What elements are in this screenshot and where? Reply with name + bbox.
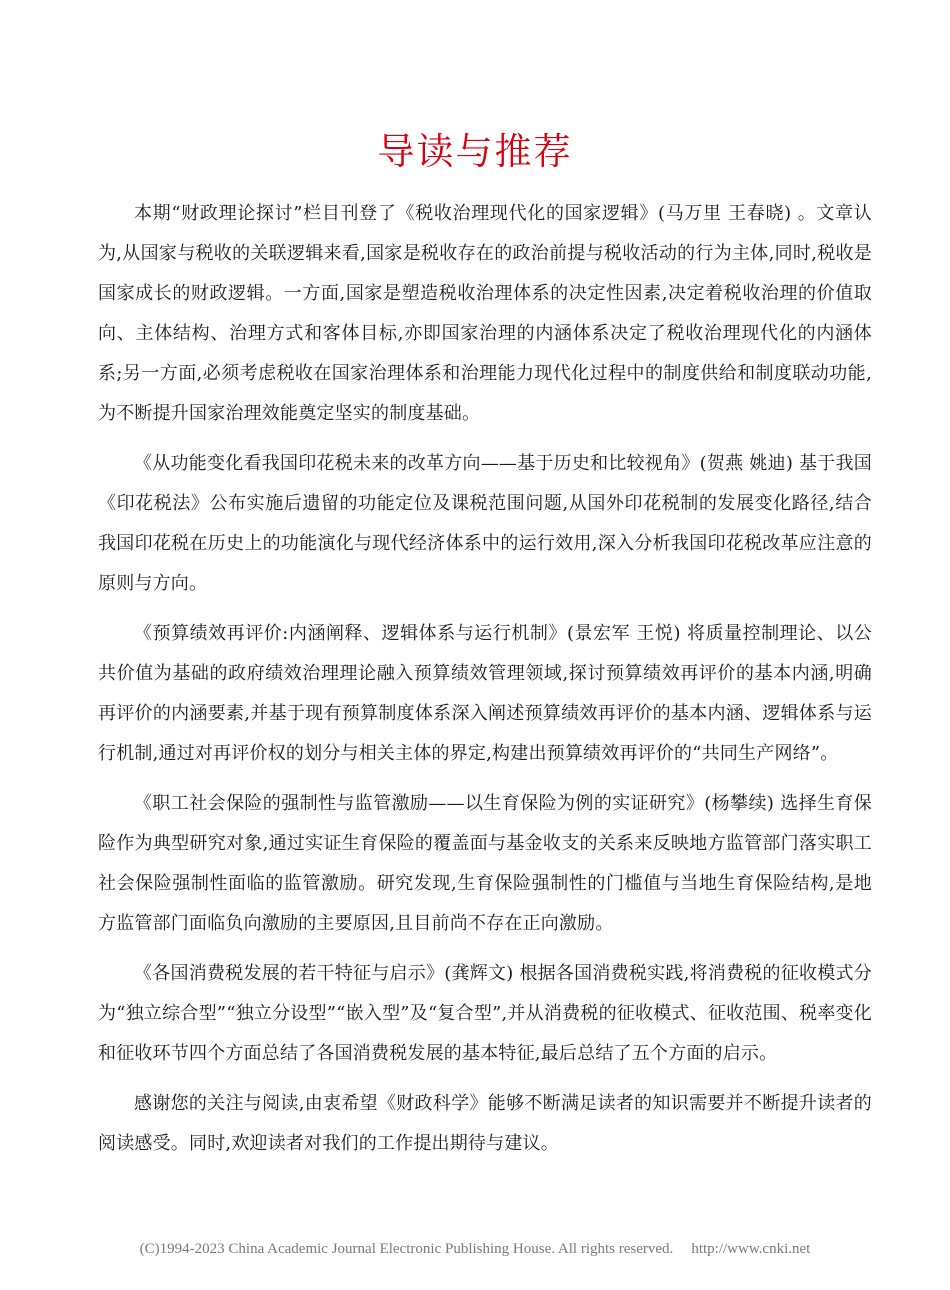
- paragraph-4: 《职工社会保险的强制性与监管激励——以生育保险为例的实证研究》(杨攀续) 选择生育保险作为典型研究对象,通过实证生育保险的覆盖面与基金收支的关系来反映地方监管部门落实职工社会保险强制性面临的监管激励。研究发现,生育保险强制性的门槛值与当地生育保险结构,是地方监管部门面临负向激励的主要原因,且目前尚不存在正向激励。: [98, 793, 872, 934]
- cnki-link[interactable]: http://www.cnki.net: [691, 1241, 811, 1257]
- paragraph-3: 《预算绩效再评价:内涵阐释、逻辑体系与运行机制》(景宏军 王悦) 将质量控制理论、以公共价值为基础的政府绩效治理理论融入预算绩效管理领域,探讨预算绩效再评价的基本内涵,明确再评价的内涵要素,并基于现有预算制度体系深入阐述预算绩效再评价的基本内涵、逻辑体系与运行机制,通过对再评价权的划分与相关主体的界定,构建出预算绩效再评价的“共同生产网络”。: [98, 623, 872, 764]
- paragraph-1: 本期“财政理论探讨”栏目刊登了《税收治理现代化的国家逻辑》(马万里 王春晓) 。文章认为,从国家与税收的关联逻辑来看,国家是税收存在的政治前提与税收活动的行为主体,同时,税收是国家成长的财政逻辑。一方面,国家是塑造税收治理体系的决定性因素,决定着税收治理的价值取向、主体结构、治理方式和客体目标,亦即国家治理的内涵体系决定了税收治理现代化的内涵体系;另一方面,必须考虑税收在国家治理体系和治理能力现代化过程中的制度供给和制度联动功能,为不断提升国家治理效能奠定坚实的制度基础。: [98, 203, 872, 424]
- article-body: [98, 194, 872, 1174]
- page-title: 导读与推荐: [377, 129, 573, 173]
- paragraph-5: 《各国消费税发展的若干特征与启示》(龚辉文) 根据各国消费税实践,将消费税的征收模式分为“独立综合型”“独立分设型”“嵌入型”及“复合型”,并从消费税的征收模式、征收范围、税率变化和征收环节四个方面总结了各国消费税发展的基本特征,最后总结了五个方面的启示。: [98, 963, 872, 1064]
- paragraph-6: 感谢您的关注与阅读,由衷希望《财政科学》能够不断满足读者的知识需要并不断提升读者的阅读感受。同时,欢迎读者对我们的工作提出期待与建议。: [98, 1093, 872, 1154]
- paragraph-2: 《从功能变化看我国印花税未来的改革方向——基于历史和比较视角》(贺燕 姚迪) 基于我国《印花税法》公布实施后遗留的功能定位及课税范围问题,从国外印花税制的发展变化路径,结合我国印花税在历史上的功能演化与现代经济体系中的运行效用,深入分析我国印花税改革应注意的原则与方向。: [98, 453, 872, 594]
- copyright-footer: [0, 1241, 950, 1258]
- copyright-text: (C)1994-2023 China Academic Journal Electronic Publishing House. All rights reserved.: [139, 1241, 674, 1257]
